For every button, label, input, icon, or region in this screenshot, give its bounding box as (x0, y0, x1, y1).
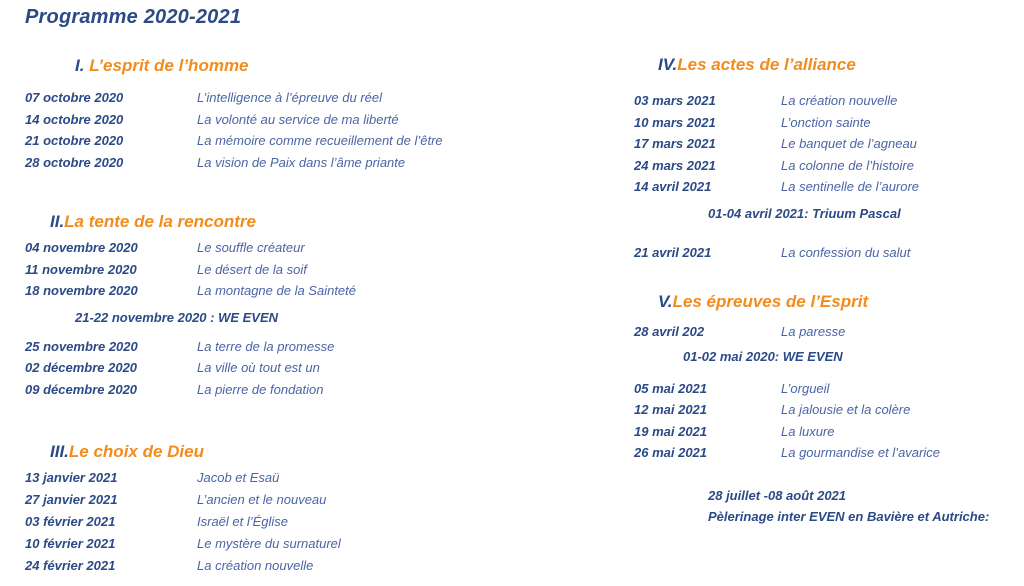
row-topic: La colonne de l’histoire (781, 157, 914, 173)
row-topic: Jacob et Esaü (197, 470, 280, 485)
pilgrimage-description: Pèlerinage inter EVEN en Bavière et Autriche: (708, 509, 990, 524)
schedule-row (634, 115, 919, 137)
section-3-number: III. (50, 442, 69, 461)
row-date: 25 novembre 2020 (25, 338, 138, 354)
row-date: 04 novembre 2020 (25, 240, 138, 255)
schedule-row (25, 382, 356, 404)
schedule-row (25, 262, 356, 284)
schedule-row (25, 339, 356, 361)
schedule-row (25, 536, 341, 558)
row-date: 10 mars 2021 (634, 114, 716, 130)
row-topic: La volonté au service de ma liberté (197, 111, 399, 127)
row-date: 13 janvier 2021 (25, 470, 118, 485)
row-topic: L’intelligence à l’épreuve du réel (197, 90, 383, 105)
event-note: 01-02 mai 2020: WE EVEN (683, 348, 843, 364)
row-topic: La montagne de la Sainteté (197, 283, 357, 298)
row-date: 11 novembre 2020 (25, 261, 137, 277)
row-topic: La ville où tout est un (197, 360, 320, 375)
pilgrimage-dates: 28 juillet -08 août 2021 (708, 488, 847, 503)
event-note: 21-22 novembre 2020 : WE EVEN (75, 309, 279, 325)
row-topic: La sentinelle de l’aurore (781, 179, 920, 194)
row-date: 10 février 2021 (25, 536, 116, 551)
page-title: Programme 2020-2021 (25, 6, 242, 28)
section-4-number: IV. (658, 55, 678, 74)
row-topic: La terre de la promesse (197, 338, 335, 354)
schedule-row (25, 558, 341, 580)
row-date: 26 mai 2021 (634, 445, 708, 460)
schedule-row (634, 381, 940, 403)
section-4-heading (658, 55, 919, 93)
section-2 (25, 212, 356, 403)
schedule-row (25, 492, 341, 514)
schedule-row (634, 245, 919, 267)
row-date: 24 février 2021 (25, 558, 116, 573)
schedule-row (25, 283, 356, 305)
schedule-row (25, 360, 356, 382)
section-5-number: V. (658, 292, 673, 311)
row-date: 09 décembre 2020 (25, 381, 138, 397)
row-topic: Le banquet de l’agneau (781, 136, 917, 151)
schedule-row (634, 402, 940, 424)
row-topic: Le souffle créateur (197, 240, 305, 255)
section-3-title: Le choix de Dieu (68, 442, 204, 461)
row-topic: Israël et l’Église (197, 514, 289, 529)
row-topic: La pierre de fondation (197, 381, 324, 397)
section-3 (25, 442, 341, 580)
section-1 (25, 56, 443, 176)
schedule-row (634, 179, 919, 201)
row-topic: Le mystère du surnaturel (197, 536, 341, 551)
section-4 (634, 55, 919, 266)
row-topic: L’ancien et le nouveau (197, 492, 327, 507)
row-topic: La luxure (781, 423, 835, 439)
row-topic: La gourmandise et l’avarice (781, 445, 940, 460)
row-topic: La création nouvelle (197, 558, 314, 573)
row-topic: La confession du salut (781, 244, 911, 260)
row-topic: La vision de Paix dans l’âme priante (197, 154, 406, 170)
row-topic: Le désert de la soif (197, 261, 307, 277)
schedule-row (25, 133, 443, 155)
row-topic: La création nouvelle (781, 93, 898, 108)
section-4-title: Les actes de l’alliance (677, 55, 856, 74)
section-2-number: II. (50, 212, 65, 231)
pilgrimage-note (708, 488, 989, 530)
section-5-title: Les épreuves de l’Esprit (672, 292, 869, 311)
row-date: 21 octobre 2020 (25, 133, 124, 148)
row-topic: L’onction sainte (781, 114, 871, 130)
section-3-heading (50, 442, 341, 470)
row-date: 14 avril 2021 (634, 179, 712, 194)
row-date: 03 février 2021 (25, 514, 116, 529)
schedule-row (25, 514, 341, 536)
row-date: 19 mai 2021 (634, 423, 708, 439)
section-1-heading (75, 56, 443, 90)
section-2-heading (50, 212, 356, 240)
row-date: 28 octobre 2020 (25, 154, 124, 170)
schedule-row (634, 158, 919, 180)
schedule-row (25, 155, 443, 177)
row-date: 07 octobre 2020 (25, 90, 124, 105)
row-date: 12 mai 2021 (634, 402, 708, 417)
row-date: 21 avril 2021 (634, 244, 712, 260)
schedule-row (25, 240, 356, 262)
row-topic: La paresse (781, 324, 846, 339)
schedule-row (634, 324, 940, 346)
row-date: 02 décembre 2020 (25, 360, 138, 375)
schedule-row (25, 470, 341, 492)
section-1-title: L’esprit de l’homme (89, 56, 249, 75)
schedule-row (25, 90, 443, 112)
section-1-number: I. (75, 56, 85, 75)
schedule-row (634, 136, 919, 158)
row-date: 17 mars 2021 (634, 136, 716, 151)
row-date: 18 novembre 2020 (25, 283, 138, 298)
event-note: 01-04 avril 2021: Triuum Pascal (708, 205, 901, 221)
schedule-row (634, 424, 940, 446)
row-date: 24 mars 2021 (634, 157, 716, 173)
row-topic: La jalousie et la colère (781, 402, 911, 417)
row-date: 14 octobre 2020 (25, 111, 124, 127)
row-date: 27 janvier 2021 (25, 492, 118, 507)
schedule-row (25, 112, 443, 134)
section-2-title: La tente de la rencontre (64, 212, 256, 231)
section-5-heading (658, 292, 940, 324)
row-date: 03 mars 2021 (634, 93, 716, 108)
row-date: 28 avril 202 (634, 324, 705, 339)
row-topic: La mémoire comme recueillement de l’être (197, 133, 443, 148)
schedule-row (634, 445, 940, 467)
section-5 (634, 292, 940, 467)
row-date: 05 mai 2021 (634, 380, 708, 396)
schedule-row (634, 93, 919, 115)
row-topic: L’orgueil (781, 380, 830, 396)
